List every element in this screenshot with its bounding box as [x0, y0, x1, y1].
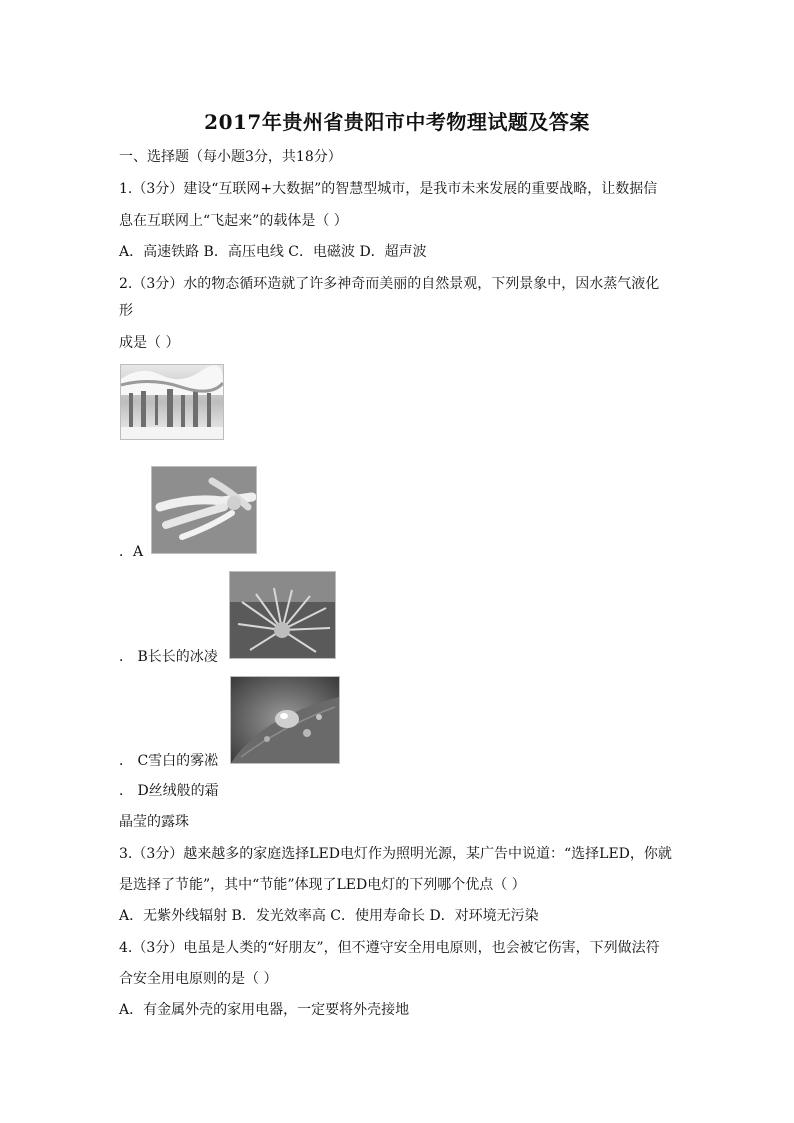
- question-1-options: A．高速铁路 B．高压电线 C．电磁波 D．超声波: [119, 244, 427, 260]
- question-3-line-2: 是选择了节能”，其中“节能”体现了LED电灯的下列哪个优点（ ）: [119, 877, 526, 893]
- question-3-line-1: 3.（3分）越来越多的家庭选择LED电灯作为照明光源，某广告中说道：“选择LED，你就: [119, 846, 672, 862]
- question-2-option-a: ．A: [119, 544, 144, 560]
- question-1-line-2: 息在互联网上“飞起来”的载体是（ ）: [119, 213, 348, 229]
- question-2-line-1: 2.（3分）水的物态循环造就了许多神奇而美丽的自然景观，下列景象中，因水蒸气液化: [119, 276, 660, 292]
- dewdrop-leaf-photo: [230, 676, 340, 764]
- question-2-option-c: ． C雪白的雾凇: [119, 753, 219, 769]
- question-1-line-1: 1.（3分）建设“互联网+大数据”的智慧型城市，是我市未来发展的重要战略，让数据信: [119, 181, 658, 197]
- section-heading: 一、选择题（每小题3分，共18分）: [119, 149, 342, 165]
- rime-branch-photo: [151, 466, 257, 554]
- question-3-options: A．无紫外线辐射 B．发光效率高 C．使用寿命长 D．对环境无污染: [119, 908, 539, 924]
- page-title: 2017年贵州省贵阳市中考物理试题及答案: [204, 110, 590, 134]
- question-2-option-d: ． D丝绒般的霜: [119, 783, 219, 799]
- question-2-trailing-text: 晶莹的露珠: [119, 814, 189, 830]
- question-4-line-1: 4.（3分）电虽是人类的“好朋友”，但不遵守安全用电原则，也会被它伤害，下列做法符: [119, 940, 660, 956]
- question-4-option-a: A．有金属外壳的家用电器，一定要将外壳接地: [119, 1002, 410, 1018]
- question-2-line-3: 成是（ ）: [119, 335, 180, 351]
- question-4-line-2: 合安全用电原则的是（ ）: [119, 971, 278, 987]
- question-2-line-2: 形: [119, 303, 133, 319]
- icicles-photo: [120, 364, 224, 440]
- frost-plant-photo: [229, 571, 336, 659]
- question-2-option-b: ． B长长的冰凌: [119, 649, 218, 665]
